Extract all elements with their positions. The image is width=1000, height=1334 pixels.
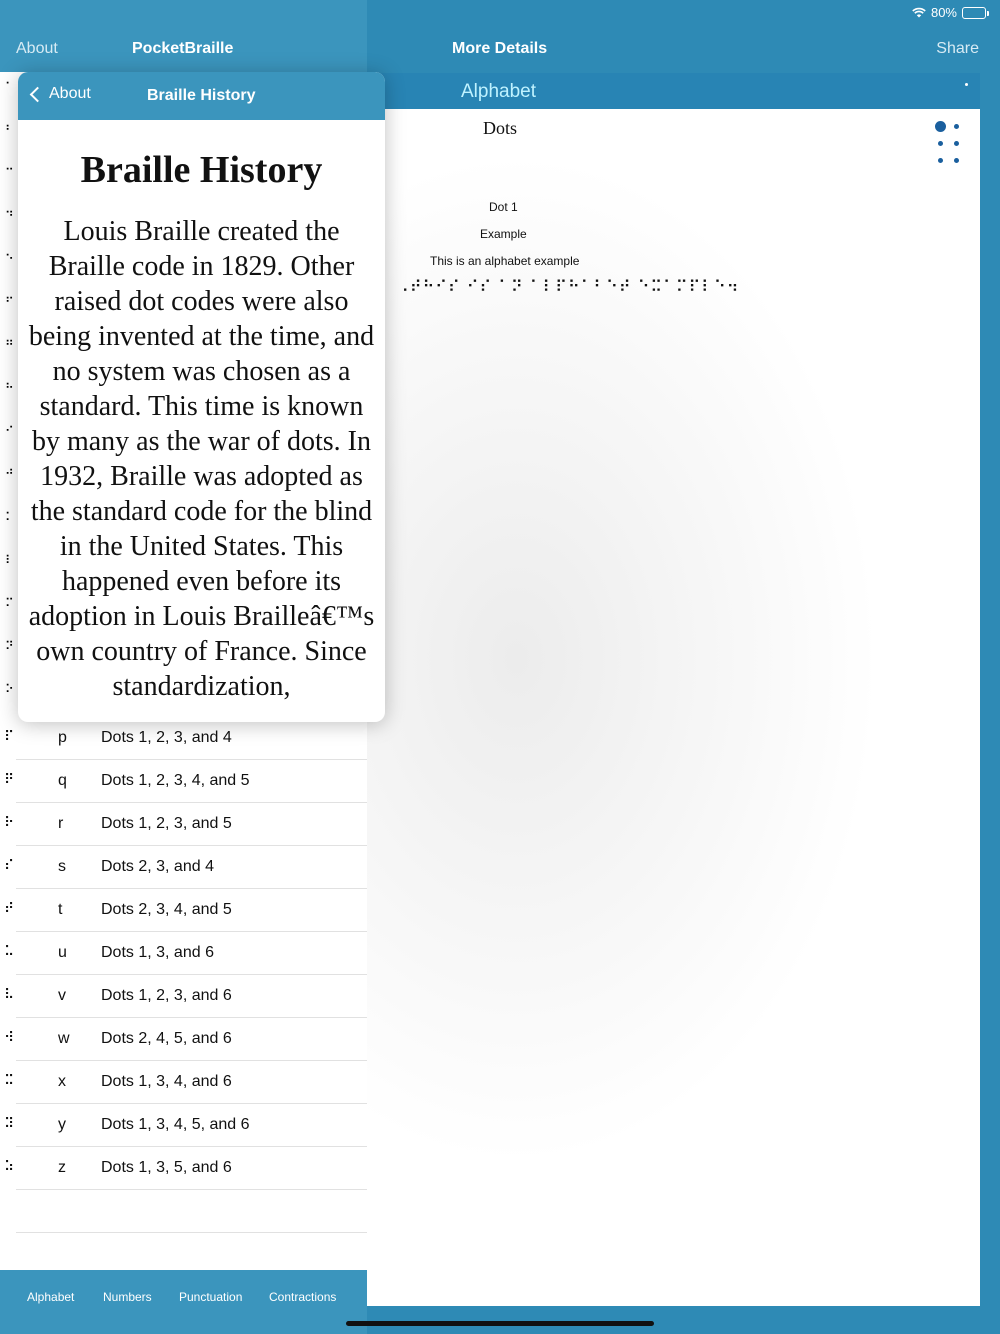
cell-dot-1: [935, 121, 946, 132]
cell-dot-5: [954, 141, 959, 146]
battery-percent: 80%: [930, 5, 957, 20]
table-row[interactable]: [4, 889, 367, 932]
braille-cell: ⠥: [4, 944, 15, 960]
popover-arrow: [20, 59, 44, 72]
row-letter: p: [58, 729, 67, 746]
wifi-icon: [912, 7, 926, 18]
table-row[interactable]: [4, 1147, 367, 1190]
row-dots: Dots 1, 3, 5, and 6: [101, 1159, 232, 1176]
braille-cell-icon: [935, 121, 965, 166]
section-bar: [367, 73, 980, 109]
braille-cell: ⠧: [4, 987, 15, 1003]
braille-cell: ⠺: [4, 1030, 15, 1046]
edge-braille-cell: ⠉: [5, 166, 14, 180]
table-row[interactable]: [4, 717, 367, 760]
share-button[interactable]: Share: [936, 40, 979, 57]
row-letter: y: [58, 1116, 66, 1133]
row-dots: Dots 2, 3, and 4: [101, 858, 214, 875]
detail-title: More Details: [452, 40, 548, 57]
edge-braille-cell: ⠑: [5, 252, 14, 266]
empty-row: [16, 1190, 367, 1233]
dot-label: Dot 1: [489, 200, 518, 214]
table-row[interactable]: [4, 846, 367, 889]
popover-nav-bar: [18, 72, 385, 120]
braille-cell: ⠵: [4, 1159, 15, 1175]
home-indicator[interactable]: [346, 1321, 654, 1326]
row-letter: q: [58, 772, 67, 789]
example-text: This is an alphabet example: [430, 254, 580, 268]
table-row[interactable]: [4, 932, 367, 975]
row-dots: Dots 1, 3, 4, and 6: [101, 1073, 232, 1090]
popover-title: Braille History: [147, 87, 256, 104]
edge-braille-cell: ⠚: [5, 467, 14, 481]
row-letter: x: [58, 1073, 66, 1090]
edge-braille-cell: ⠁: [5, 80, 14, 94]
edge-braille-cell: ⠇: [5, 553, 14, 567]
braille-cell: ⠟: [4, 772, 15, 788]
cell-dot-6: [954, 158, 959, 163]
edge-braille-cell: ⠕: [5, 682, 14, 696]
edge-braille-cell: ⠅: [5, 510, 14, 524]
history-popover: [18, 72, 385, 722]
tab-bar: [0, 1270, 367, 1334]
battery-icon: [962, 7, 986, 19]
row-dots: Dots 1, 2, 3, and 5: [101, 815, 232, 832]
braille-cell: ⠏: [4, 729, 15, 745]
braille-cell: ⠽: [4, 1116, 15, 1132]
tab-contractions[interactable]: Contractions: [269, 1290, 337, 1304]
row-dots: Dots 2, 4, 5, and 6: [101, 1030, 232, 1047]
section-label: Alphabet: [461, 81, 537, 102]
cell-dot-2: [938, 141, 943, 146]
example-braille: ⠠⠞⠓⠊⠎ ⠊⠎ ⠁⠝ ⠁⠇⠏⠓⠁⠃⠑⠞ ⠑⠭⠁⠍⠏⠇⠑⠲: [397, 277, 740, 296]
indicator-dot: [965, 83, 968, 86]
row-letter: z: [58, 1159, 66, 1176]
table-row[interactable]: [4, 1018, 367, 1061]
cell-dot-3: [938, 158, 943, 163]
edge-braille-cell: ⠝: [5, 639, 14, 653]
history-body: Louis Braille created the Braille code in 1829. Other raised dot codes were also being invented at the time, and no system was chosen as a standard. This time is known by many as the war of dots. In 1932, Braille was adopted as the standard code for the blind in the United States. This happened even before its adoption in Louis Brailleâ€™s own country of France. Since standardization,: [28, 216, 375, 702]
edge-braille-cell: ⠃: [5, 123, 14, 137]
edge-braille-cell: ⠊: [5, 424, 14, 438]
detail-heading: Dots: [483, 118, 518, 138]
back-button[interactable]: [28, 85, 91, 103]
edge-braille-cell: ⠋: [5, 295, 14, 309]
tab-numbers[interactable]: Numbers: [103, 1290, 152, 1304]
table-row[interactable]: [4, 1104, 367, 1147]
tab-alphabet[interactable]: Alphabet: [27, 1290, 75, 1304]
braille-cell: ⠭: [4, 1073, 15, 1089]
row-dots: Dots 2, 3, 4, and 5: [101, 901, 232, 918]
edge-braille-cell: ⠛: [5, 338, 14, 352]
row-letter: w: [58, 1030, 70, 1047]
tab-punctuation[interactable]: Punctuation: [179, 1290, 243, 1304]
app-title: PocketBraille: [132, 40, 234, 57]
about-button[interactable]: About: [16, 40, 58, 57]
table-row[interactable]: [4, 803, 367, 846]
back-label: About: [49, 85, 91, 102]
status-indicators: [912, 5, 986, 20]
history-content[interactable]: [18, 120, 385, 702]
row-dots: Dots 1, 3, and 6: [101, 944, 214, 961]
table-row[interactable]: [4, 1061, 367, 1104]
braille-cell: ⠗: [4, 815, 15, 831]
row-letter: s: [58, 858, 66, 875]
master-nav-bar: [0, 0, 367, 72]
table-row[interactable]: [4, 975, 367, 1018]
row-letter: r: [58, 815, 64, 832]
edge-braille-cell: ⠓: [5, 381, 14, 395]
row-letter: u: [58, 944, 67, 961]
chevron-left-icon: [30, 86, 46, 102]
cell-dot-4: [954, 124, 959, 129]
row-dots: Dots 1, 3, 4, 5, and 6: [101, 1116, 250, 1133]
example-label: Example: [480, 227, 527, 241]
row-dots: Dots 1, 2, 3, 4, and 5: [101, 772, 250, 789]
braille-cell: ⠎: [4, 858, 15, 874]
detail-panel: [367, 109, 980, 1306]
row-dots: Dots 1, 2, 3, and 6: [101, 987, 232, 1004]
edge-braille-cell: ⠍: [5, 596, 14, 610]
history-heading: Braille History: [80, 149, 323, 191]
table-row[interactable]: [4, 760, 367, 803]
braille-cell: ⠞: [4, 901, 15, 917]
row-letter: t: [58, 901, 63, 918]
edge-braille-cell: ⠙: [5, 209, 14, 223]
row-dots: Dots 1, 2, 3, and 4: [101, 729, 232, 746]
row-letter: v: [58, 987, 66, 1004]
letter-list: [0, 717, 367, 1233]
